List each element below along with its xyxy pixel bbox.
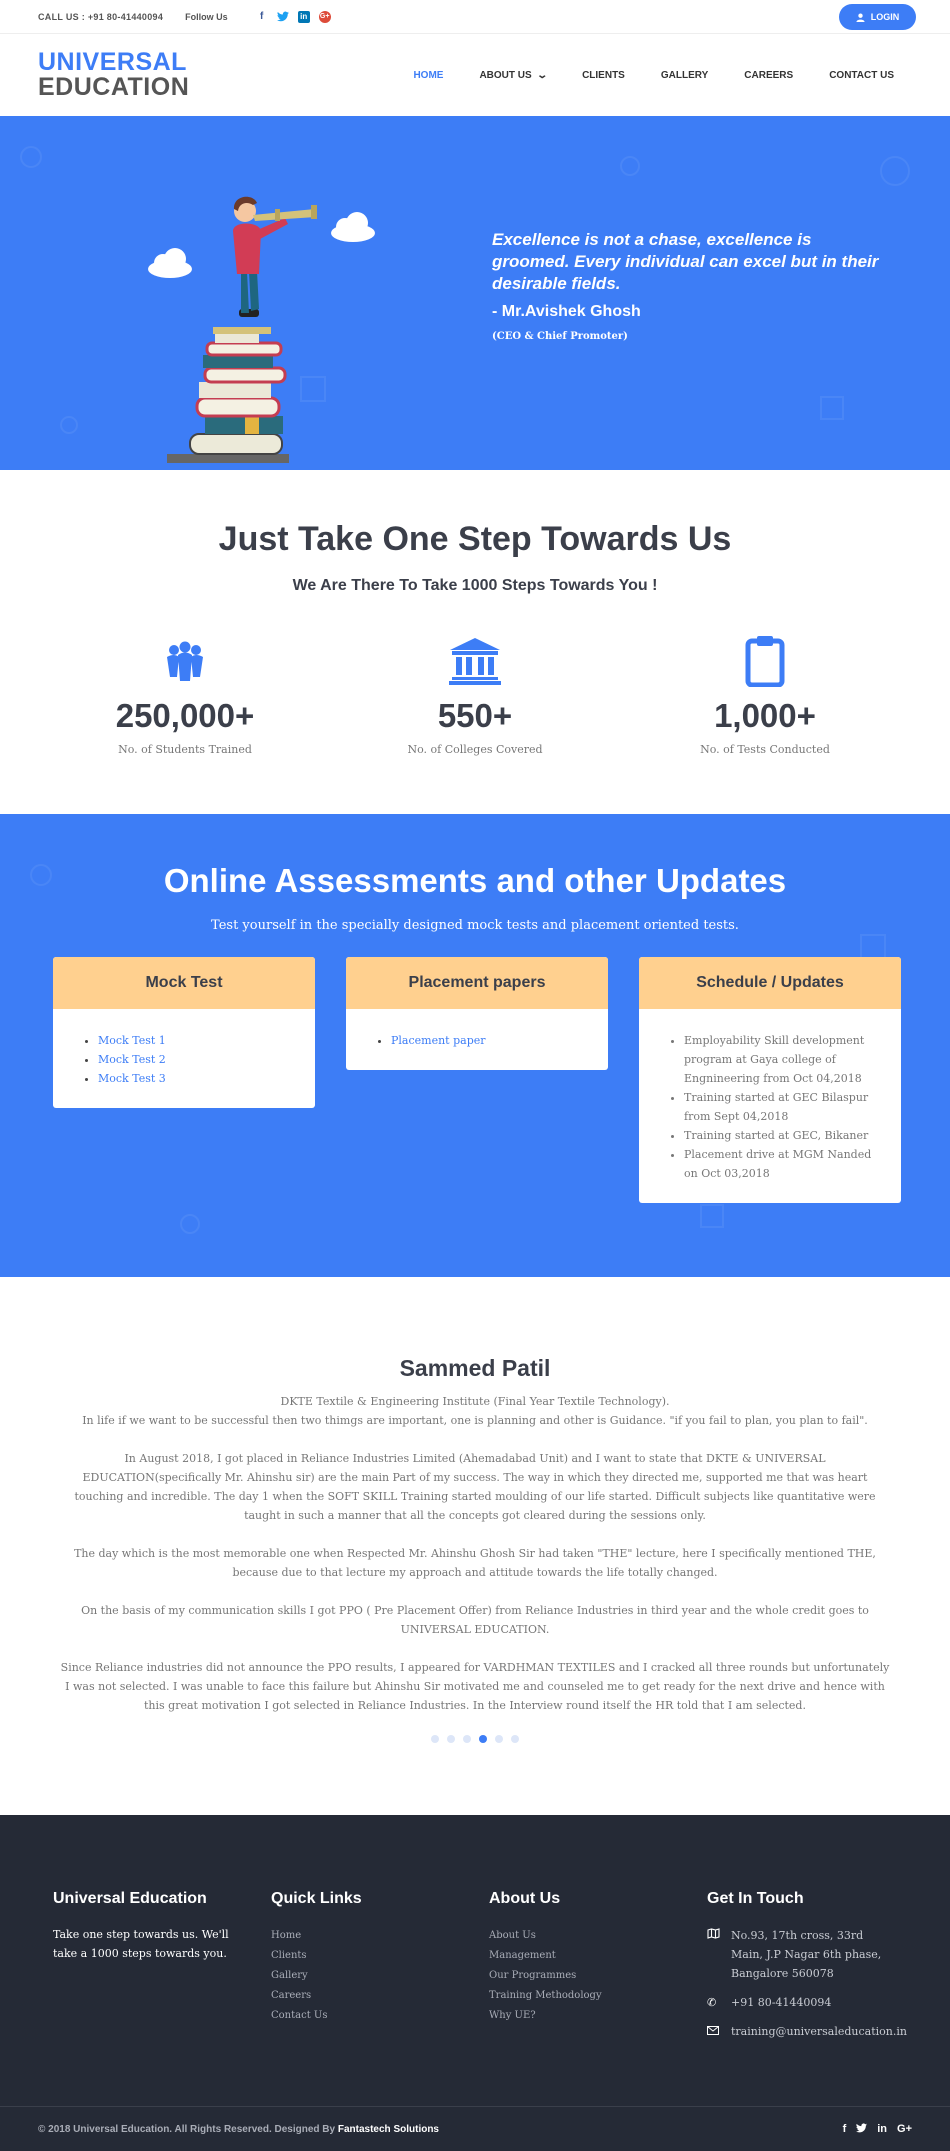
- email-text[interactable]: training@universaleducation.in: [731, 2025, 907, 2038]
- footer-heading: Universal Education: [53, 1890, 207, 1907]
- mock-test-list: [53, 1009, 315, 1108]
- pattern-shape: [60, 416, 78, 434]
- mock-test-link[interactable]: Mock Test 1: [98, 1034, 166, 1047]
- footer-bottom-bar: [0, 2106, 950, 2151]
- testimonial-paragraph: Since Reliance industries did not announce the PPO results, I appeared for VARDHMAN TEXTILES and I cracked all three rounds but unfortunately I was not selected. I was unable to face this failure but Ahinshu Sir motivated me and counseled me to get ready for the next drive and hence with this great motivation I got selected in Reliance Industries. In the Interview round itself the HR told that I am selected.: [60, 1661, 890, 1712]
- testimonial-paragraph: On the basis of my communication skills I got PPO ( Pre Placement Offer) from Reliance Industries in third year and the whole credit goes to UNIVERSAL EDUCATION.: [81, 1604, 869, 1636]
- stat-item: [635, 635, 895, 756]
- testimonial-paragraph: The day which is the most memorable one when Respected Mr. Ahinshu Ghosh Sir had taken "THE" lecture, here I specifically mentioned THE, because due to that lecture my approach and attitude towards the life totally changed.: [74, 1547, 876, 1579]
- pattern-shape: [820, 396, 844, 420]
- footer-col-quick-links: [271, 1890, 489, 2106]
- placement-papers-list: [346, 1009, 608, 1070]
- carousel-dot[interactable]: [495, 1735, 503, 1743]
- hero-quote-role: (CEO & Chief Promoter): [492, 331, 628, 343]
- footer-link[interactable]: Gallery: [271, 1970, 308, 1981]
- designer-link[interactable]: Fantastech Solutions: [337, 2123, 439, 2135]
- footer-col-brand: [53, 1890, 271, 2106]
- footer-email: [707, 2022, 907, 2041]
- nav-about-us[interactable]: [461, 70, 564, 81]
- logo-line-1: UNIVERSAL: [38, 48, 187, 76]
- stat-number: 250,000+: [115, 697, 255, 734]
- footer-link[interactable]: Training Methodology: [489, 1990, 602, 2001]
- mock-test-link[interactable]: Mock Test 2: [98, 1053, 166, 1066]
- footer-heading: Quick Links: [271, 1890, 362, 1907]
- carousel-dot[interactable]: [463, 1735, 471, 1743]
- linkedin-icon[interactable]: in: [298, 11, 310, 23]
- hero-quote-author: - Mr.Avishek Ghosh: [492, 303, 641, 321]
- footer-link[interactable]: Clients: [271, 1950, 307, 1961]
- nav-contact-us[interactable]: CONTACT US: [829, 69, 894, 81]
- pattern-shape: [700, 1204, 724, 1228]
- nav-clients[interactable]: CLIENTS: [582, 69, 625, 81]
- footer-link[interactable]: Management: [489, 1950, 556, 1961]
- copyright-label: © 2018 Universal Education. All Rights Reserved. Designed By: [38, 2123, 338, 2135]
- phone-text[interactable]: +91 80-41440094: [731, 1996, 832, 2009]
- stat-label: No. of Students Trained: [118, 743, 252, 756]
- list-item: [98, 1069, 295, 1088]
- schedule-item: • Placement drive at MGM Nanded on Oct 03,2018: [684, 1145, 881, 1183]
- pattern-shape: [880, 156, 910, 186]
- footer-link[interactable]: Careers: [271, 1990, 312, 2001]
- hero-banner: [0, 116, 950, 470]
- footer-phone: [707, 1993, 897, 2012]
- facebook-icon[interactable]: f: [842, 2122, 847, 2135]
- card-title: Schedule / Updates: [639, 957, 901, 1009]
- carousel-dot[interactable]: [511, 1735, 519, 1743]
- social-links: [256, 11, 331, 23]
- clipboard-icon: [745, 635, 785, 687]
- placement-paper-link[interactable]: Placement paper: [391, 1034, 486, 1047]
- googleplus-icon[interactable]: G+: [319, 11, 331, 23]
- footer-link[interactable]: Our Programmes: [489, 1970, 577, 1981]
- nav-home[interactable]: HOME: [413, 69, 444, 81]
- testimonial-paragraph: In August 2018, I got placed in Reliance Industries Limited (Ahemadabad Unit) and I want to state that DKTE & UNIVERSAL EDUCATION(specifically Mr. Ahinshu sir) are the main Part of my success. The way in which they directed me, supported me that was heart touching and incredible. The day 1 when the SOFT SKILL Training started moulding of our life started. Difficult subjects like quantitative were taught in such a manner that all the concepts got cleared during the sessions only.: [74, 1452, 876, 1522]
- pattern-shape: [620, 156, 640, 176]
- follow-us-label: Follow Us: [185, 11, 228, 22]
- footer-link[interactable]: About Us: [489, 1930, 536, 1941]
- facebook-icon[interactable]: f: [259, 11, 264, 22]
- stats-row: [0, 635, 950, 756]
- footer-address: [707, 1926, 897, 1983]
- students-icon: [164, 641, 206, 681]
- schedule-item: • Employability Skill development program at Gaya college of Engnineering from Oct 04,2018: [684, 1031, 881, 1088]
- footer-social-links: [843, 2123, 912, 2136]
- footer-link[interactable]: Why UE?: [489, 2010, 536, 2021]
- linkedin-icon[interactable]: in: [877, 2122, 888, 2135]
- stats-section: [0, 470, 950, 814]
- stats-title: Just Take One Step Towards Us: [218, 520, 732, 558]
- phone-icon: ✆: [707, 1996, 717, 2009]
- stat-number: 550+: [437, 697, 513, 734]
- footer-heading: Get In Touch: [707, 1890, 804, 1907]
- testimonial-section: [0, 1277, 950, 1815]
- logo-line-2: EDUCATION: [38, 73, 190, 101]
- footer-link[interactable]: Contact Us: [271, 2010, 328, 2021]
- nav-careers[interactable]: CAREERS: [744, 69, 794, 81]
- user-icon: [856, 13, 865, 22]
- twitter-icon[interactable]: [277, 11, 289, 23]
- carousel-dot[interactable]: [447, 1735, 455, 1743]
- login-button[interactable]: [839, 4, 916, 30]
- map-icon: [707, 1926, 731, 1983]
- pattern-shape: [20, 146, 42, 168]
- envelope-icon: [707, 2022, 731, 2041]
- footer-link[interactable]: Home: [271, 1930, 302, 1941]
- stat-label: No. of Colleges Covered: [407, 743, 543, 756]
- mock-test-card: [53, 957, 315, 1108]
- pattern-shape: [180, 1214, 200, 1234]
- top-bar: [0, 0, 950, 34]
- carousel-dots: [57, 1735, 893, 1743]
- googleplus-icon[interactable]: G+: [897, 2122, 912, 2135]
- mock-test-link[interactable]: Mock Test 3: [98, 1072, 166, 1085]
- footer-heading: About Us: [489, 1890, 561, 1907]
- chevron-down-icon: ⌄: [536, 69, 548, 81]
- stat-number: 1,000+: [714, 697, 816, 734]
- stat-label: No. of Tests Conducted: [700, 743, 830, 756]
- list-item: [391, 1031, 588, 1050]
- card-title: Placement papers: [346, 957, 608, 1009]
- footer-col-contact: [707, 1890, 907, 2106]
- schedule-item: • Training started at GEC Bilaspur from Sept 04,2018: [684, 1088, 881, 1126]
- hero-quote-block: [492, 229, 892, 342]
- placement-papers-card: [346, 957, 608, 1070]
- stats-subtitle: We Are There To Take 1000 Steps Towards You !: [292, 577, 658, 594]
- footer-tagline: Take one step towards us. We'll take a 1000 steps towards you.: [53, 1928, 229, 1960]
- testimonial-institute: DKTE Textile & Engineering Institute (Final Year Textile Technology).: [280, 1395, 670, 1408]
- address-text: No.93, 17th cross, 33rd Main, J.P Nagar 6th phase, Bangalore 560078: [731, 1929, 882, 1980]
- hero-quote-text: Excellence is not a chase, excellence is groomed. Every individual can excel but in their desirable fields.: [492, 230, 879, 294]
- site-logo[interactable]: [38, 50, 189, 100]
- carousel-dot-active[interactable]: [479, 1735, 487, 1743]
- schedule-updates-card: [639, 957, 901, 1203]
- footer-col-about: [489, 1890, 707, 2106]
- card-title: Mock Test: [53, 957, 315, 1009]
- main-header: [0, 34, 950, 116]
- carousel-dot[interactable]: [431, 1735, 439, 1743]
- schedule-list: [639, 1009, 901, 1203]
- assessments-title: Online Assessments and other Updates: [163, 862, 787, 899]
- stat-item: [345, 635, 605, 756]
- schedule-item: • Training started at GEC, Bikaner: [684, 1126, 881, 1145]
- assessments-subtitle: Test yourself in the specially designed mock tests and placement oriented tests.: [211, 918, 739, 933]
- twitter-icon[interactable]: [856, 2123, 867, 2136]
- nav-gallery[interactable]: GALLERY: [660, 69, 709, 81]
- stat-item: [55, 635, 315, 756]
- assessments-section: [0, 814, 950, 1277]
- testimonial-paragraph: In life if we want to be successful then two thimgs are important, one is planning and other is Guidance. "if you fail to plan, you plan to fail".: [82, 1414, 868, 1427]
- assessment-cards: [0, 957, 950, 1203]
- site-footer: [0, 1815, 950, 2106]
- call-us-text: CALL US : +91 80-41440094: [38, 11, 164, 22]
- main-nav: [395, 70, 912, 81]
- login-label: LOGIN: [870, 12, 900, 22]
- list-item: [98, 1050, 295, 1069]
- list-item: [98, 1031, 295, 1050]
- testimonial-name: Sammed Patil: [399, 1355, 551, 1381]
- copyright-text: [38, 2124, 439, 2135]
- hero-illustration: [135, 131, 395, 466]
- nav-about-label: ABOUT US: [479, 69, 532, 81]
- college-icon: [449, 637, 501, 685]
